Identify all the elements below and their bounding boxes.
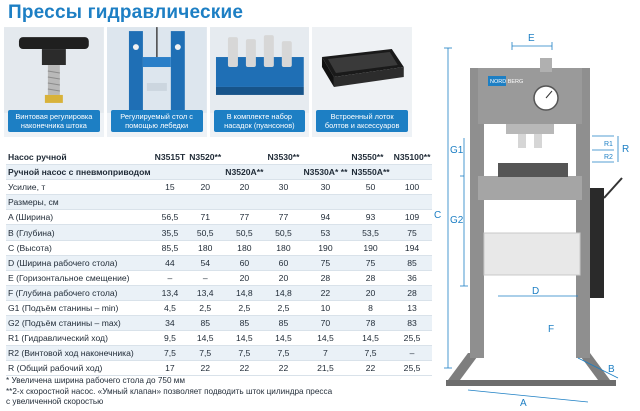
table-cell: 22 [187, 361, 223, 376]
table-cell: 14,5 [187, 331, 223, 346]
table-cell: 2,5 [223, 300, 265, 315]
table-cell: 25,5 [392, 361, 433, 376]
table-cell: 8 [349, 300, 391, 315]
table-row [6, 180, 432, 195]
row-label: Усилие, т [6, 180, 153, 195]
header-row-pneumatic [6, 165, 432, 180]
ram-holder [506, 124, 554, 134]
label-a: A [520, 398, 527, 408]
punch-set-illustration [210, 27, 310, 113]
row-label: Насос ручной [6, 150, 153, 165]
table-row [6, 361, 432, 376]
table-cell [301, 150, 349, 165]
cylinder-top [540, 58, 552, 72]
row-label: R1 (Гидравлический ход) [6, 331, 153, 346]
table-cell: 194 [392, 240, 433, 255]
table-cell: 7,5 [223, 346, 265, 361]
row-label: Ручной насос с пневмоприводом [6, 165, 153, 180]
table-cell: 28 [392, 285, 433, 300]
label-d: D [532, 286, 540, 297]
table-cell: 25,5 [392, 331, 433, 346]
label-b: B [608, 364, 615, 375]
table-cell: 28 [349, 270, 391, 285]
table-cell: 53,5 [349, 225, 391, 240]
table-cell: 85 [392, 255, 433, 270]
lower-bed [484, 233, 580, 275]
row-label: R (Общий рабочий ход) [6, 361, 153, 376]
table-cell: 70 [301, 316, 349, 331]
table-cell [265, 165, 301, 180]
base-plate [446, 380, 616, 386]
row-label: D (Ширина рабочего стола) [6, 255, 153, 270]
row-label: E (Горизонтальное смещение) [6, 270, 153, 285]
v-block [498, 163, 568, 177]
label-f: F [548, 324, 555, 335]
table-cell: 9,5 [153, 331, 188, 346]
table-cell: 77 [223, 210, 265, 225]
table-cell: 10 [301, 300, 349, 315]
table-row [6, 331, 432, 346]
row-label: G2 (Подъём станины – max) [6, 316, 153, 331]
table-row [6, 346, 432, 361]
table-cell: 30 [301, 180, 349, 195]
table-cell: 94 [301, 210, 349, 225]
table-row [6, 240, 432, 255]
table-cell [265, 195, 301, 210]
table-cell [301, 195, 349, 210]
table-cell: 20 [223, 180, 265, 195]
footnote-2: **2-х скоростной насос. «Умный клапан» позволяет подводить шток цилиндра пресса [6, 386, 333, 396]
label-r2: R2 [604, 154, 613, 161]
label-g2: G2 [450, 215, 464, 226]
table-cell: 14,5 [265, 331, 301, 346]
table-cell: 13,4 [187, 285, 223, 300]
table-cell: 20 [223, 270, 265, 285]
row-label: G1 (Подъём станины – min) [6, 300, 153, 315]
table-cell: 85 [223, 316, 265, 331]
table-cell: N3530A* ** [301, 165, 349, 180]
caption-screw-adjustment: Винтовая регулировка наконечника штока [8, 110, 100, 132]
row-label: B (Глубина) [6, 225, 153, 240]
table-cell [392, 165, 433, 180]
caption-bolt-tray: Встроенный лоток болтов и аксессуаров [316, 110, 408, 132]
table-cell: 50 [349, 180, 391, 195]
bolt-tray-illustration [312, 27, 412, 113]
table-cell: 30 [265, 180, 301, 195]
table-cell: 85,5 [153, 240, 188, 255]
table-cell: 22 [223, 361, 265, 376]
table-cell: 13 [392, 300, 433, 315]
table-row [6, 225, 432, 240]
label-e: E [528, 33, 535, 44]
table-cell: N3520A** [223, 165, 265, 180]
ram-tip [518, 134, 526, 148]
winch-table-illustration [107, 27, 207, 113]
table-cell: 34 [153, 316, 188, 331]
table-cell [153, 165, 188, 180]
table-cell: 14,5 [223, 331, 265, 346]
table-cell: 17 [153, 361, 188, 376]
table-row [6, 316, 432, 331]
caption-punch-set: В комплекте набор насадок (пуансонов) [214, 110, 306, 132]
table-cell [349, 195, 391, 210]
table-cell: 54 [187, 255, 223, 270]
row-label: C (Высота) [6, 240, 153, 255]
table-cell: 14,8 [223, 285, 265, 300]
table-cell: 71 [187, 210, 223, 225]
table-cell: 7,5 [265, 346, 301, 361]
row-label: F (Глубина рабочего стола) [6, 285, 153, 300]
table-cell: 100 [392, 180, 433, 195]
screw-adjustment-illustration [4, 27, 104, 113]
table-cell: 190 [301, 240, 349, 255]
caption-winch-table: Регулируемый стол с помощью лебедки [111, 110, 203, 132]
table-cell: N3550A** [349, 165, 391, 180]
label-g1: G1 [450, 145, 464, 156]
table-cell: 78 [349, 316, 391, 331]
table-cell [187, 165, 223, 180]
table-cell: 50,5 [265, 225, 301, 240]
table-cell: 20 [187, 180, 223, 195]
feature-photo-winch [107, 27, 207, 137]
hydraulic-pump [590, 188, 604, 298]
table-cell: 190 [349, 240, 391, 255]
table-cell: 7,5 [187, 346, 223, 361]
table-cell: N35100** [392, 150, 433, 165]
header-row-manual [6, 150, 432, 165]
table-cell: 36 [392, 270, 433, 285]
spec-table [6, 150, 432, 376]
footnote-1: * Увеличена ширина рабочего стола до 750 мм [6, 376, 186, 385]
table-cell: N3515T [153, 150, 188, 165]
label-c: C [434, 210, 442, 221]
table-cell: 14,8 [265, 285, 301, 300]
table-cell: 14,5 [301, 331, 349, 346]
table-cell: 53 [301, 225, 349, 240]
table-cell: 60 [265, 255, 301, 270]
press-dimension-diagram [428, 28, 638, 408]
table-cell: N3520** [187, 150, 223, 165]
ram-tip-2 [534, 134, 542, 148]
table-cell: 2,5 [187, 300, 223, 315]
table-cell: 75 [349, 255, 391, 270]
pump-lever [604, 178, 622, 198]
row-label: Размеры, см [6, 195, 153, 210]
table-cell: 180 [187, 240, 223, 255]
table-cell: 180 [265, 240, 301, 255]
table-cell: 22 [265, 361, 301, 376]
table-cell: 22 [349, 361, 391, 376]
table-row [6, 210, 432, 225]
work-table [478, 176, 582, 200]
table-cell: 180 [223, 240, 265, 255]
table-cell: 93 [349, 210, 391, 225]
table-cell: 109 [392, 210, 433, 225]
table-cell: 56,5 [153, 210, 188, 225]
table-cell: 20 [349, 285, 391, 300]
table-cell: 77 [265, 210, 301, 225]
feature-photos [4, 27, 412, 137]
row-label: A (Ширина) [6, 210, 153, 225]
table-cell [223, 195, 265, 210]
table-cell: 20 [265, 270, 301, 285]
table-cell: 75 [301, 255, 349, 270]
table-row [6, 270, 432, 285]
table-cell: 4,5 [153, 300, 188, 315]
table-cell: 83 [392, 316, 433, 331]
table-cell [392, 195, 433, 210]
table-cell: N3530** [265, 150, 301, 165]
table-cell: 75 [392, 225, 433, 240]
label-r: R [622, 144, 630, 155]
table-cell: 13,4 [153, 285, 188, 300]
row-label: R2 (Винтовой ход наконечника) [6, 346, 153, 361]
table-cell: 2,5 [265, 300, 301, 315]
table-cell: 50,5 [223, 225, 265, 240]
table-cell [153, 195, 188, 210]
page-title: Прессы гидравлические [8, 2, 244, 23]
table-cell: 21,5 [301, 361, 349, 376]
table-cell: – [187, 270, 223, 285]
table-cell: N3550** [349, 150, 391, 165]
table-cell: 44 [153, 255, 188, 270]
footnote-3: с увеличенной скоростью [6, 397, 104, 406]
table-row [6, 300, 432, 315]
table-cell: 7,5 [349, 346, 391, 361]
table-cell: – [392, 346, 433, 361]
table-cell: – [153, 270, 188, 285]
feature-photo-screw [4, 27, 104, 137]
table-cell: 15 [153, 180, 188, 195]
table-row [6, 285, 432, 300]
table-cell: 7 [301, 346, 349, 361]
table-cell: 85 [187, 316, 223, 331]
label-r1: R1 [604, 141, 613, 148]
table-cell [223, 150, 265, 165]
feature-photo-tray [312, 27, 412, 137]
footnotes [6, 376, 332, 408]
table-cell: 28 [301, 270, 349, 285]
table-cell: 7,5 [153, 346, 188, 361]
table-cell: 22 [301, 285, 349, 300]
table-row [6, 195, 432, 210]
brand-logo: NORD BERG [490, 79, 524, 85]
table-cell: 35,5 [153, 225, 188, 240]
table-cell: 85 [265, 316, 301, 331]
table-cell: 50,5 [187, 225, 223, 240]
table-row [6, 255, 432, 270]
table-cell: 14,5 [349, 331, 391, 346]
table-cell [187, 195, 223, 210]
feature-photo-punches [210, 27, 310, 137]
table-cell: 60 [223, 255, 265, 270]
